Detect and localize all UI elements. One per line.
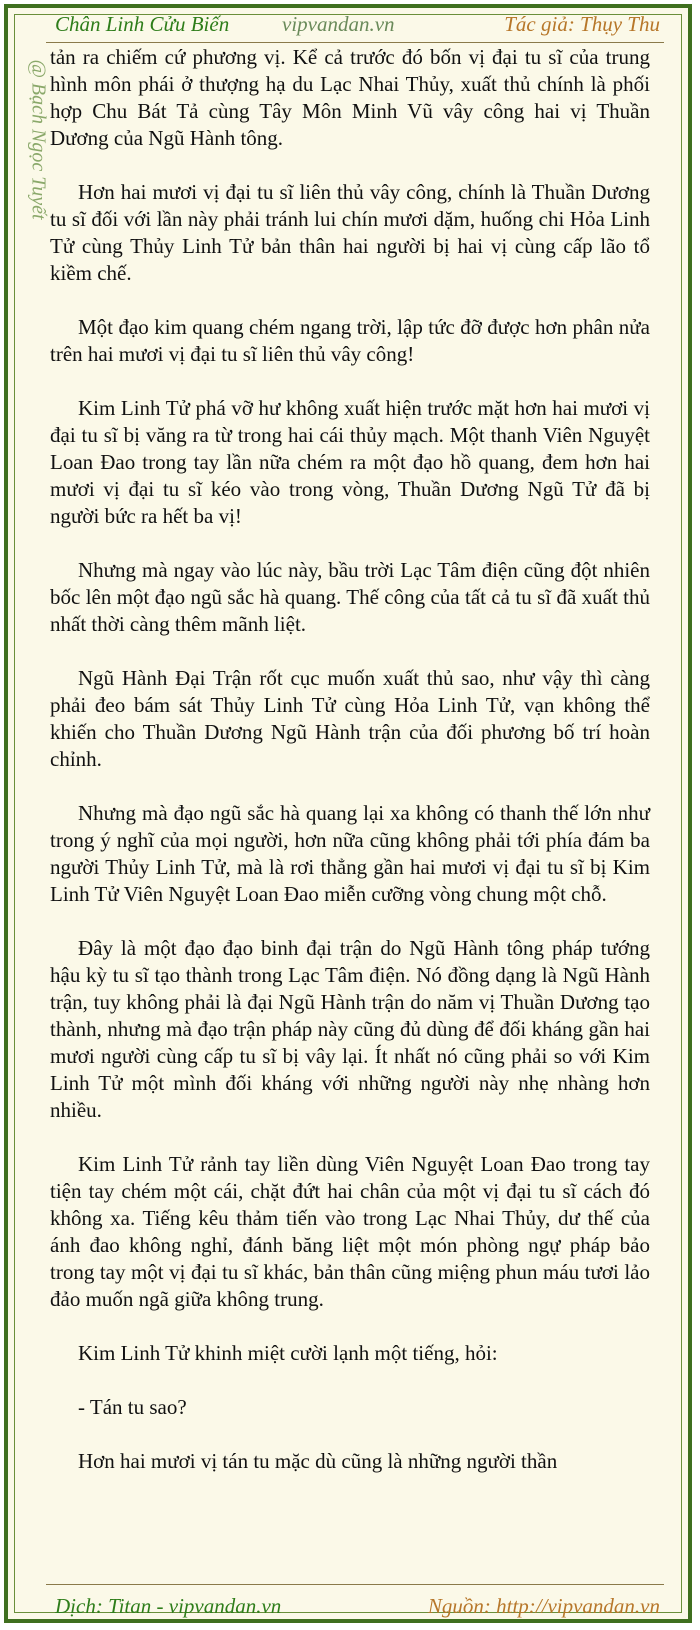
translator-credit: Dịch: Titan - vipvandan.vn <box>55 1594 282 1618</box>
paragraph: Hơn hai mươi vị tán tu mặc dù cũng là những người thần <box>78 1449 558 1473</box>
paragraph: Kim Linh Tử khinh miệt cười lạnh một tiếng, hỏi: <box>78 1341 498 1365</box>
header-divider <box>46 42 664 43</box>
chapter-text <box>50 44 650 1502</box>
paragraph: Kim Linh Tử phá vỡ hư không xuất hiện trước mặt hơn hai mươi vị đại tu sĩ bị văng ra từ trong hai cái thủy mạch. Một thanh Viên Nguyệt Loan Đao trong tay lần nữa chém ra một đạo hồ quang, đem hơn hai mươi vị đại tu sĩ kéo vào trong vòng, Thuần Dương Ngũ Tử đã bị người bức ra hết ba vị! <box>50 396 650 528</box>
paragraph: Nhưng mà ngay vào lúc này, bầu trời Lạc Tâm điện cũng đột nhiên bốc lên một đạo ngũ sắc hà quang. Thế công của tất cả tu sĩ đã xuất thủ nhất thời càng thêm mãnh liệt. <box>50 558 650 636</box>
source-credit: Nguồn: http://vipvandan.vn <box>427 1594 660 1618</box>
footer-divider <box>46 1584 664 1585</box>
header-site: vipvandan.vn <box>282 12 395 36</box>
paragraph: Nhưng mà đạo ngũ sắc hà quang lại xa không có thanh thế lớn như trong ý nghĩ của mọi người, hơn nữa cũng không phải tới phía đám ba người Thủy Linh Tử, mà là rơi thẳng gần hai mươi vị đại tu sĩ bị Kim Linh Tử Viên Nguyệt Loan Đao miễn cưỡng vòng chung một chỗ. <box>50 801 650 906</box>
side-credit-text: @ Bạch Ngọc Tuyết <box>27 59 50 220</box>
paragraph: Kim Linh Tử rảnh tay liền dùng Viên Nguyệt Loan Đao trong tay tiện tay chém một cái, chặt đứt hai chân của một vị đại tu sĩ cách đó không xa. Tiếng kêu thảm tiến vào trong Lạc Nhai Thủy, dư thế của ánh đao không nghỉ, đánh băng liệt một món phòng ngự pháp bảo trong tay một vị đại tu sĩ khác, bản thân cũng miệng phun máu tươi lảo đảo muốn ngã giữa không trung. <box>50 1152 650 1311</box>
paragraph: Ngũ Hành Đại Trận rốt cục muốn xuất thủ sao, như vậy thì càng phải đeo bám sát Thủy Linh Tử cùng Hỏa Linh Tử, vạn không thể khiến cho Thuần Dương Ngũ Hành trận của đối phương bố trí hoàn chỉnh. <box>50 666 650 771</box>
side-credit <box>20 59 50 260</box>
paragraph: Hơn hai mươi vị đại tu sĩ liên thủ vây công, chính là Thuần Dương tu sĩ đối với lần này phải tránh lui chín mươi dặm, huống chi Hỏa Linh Tử cùng Thủy Linh Tử bản thân hai người bị hai vị cùng cấp lão tổ kiềm chế. <box>50 180 650 285</box>
paragraph: tản ra chiếm cứ phương vị. Kể cả trước đó bốn vị đại tu sĩ của trung hình môn phái ở thượng hạ du Lạc Nhai Thủy, xuất thủ chính là phối hợp Chu Bát Tả cùng Tây Môn Minh Vũ vây công hai vị Thuần Dương của Ngũ Hành tông. <box>50 45 650 150</box>
author-credit: Tác giả: Thụy Thu <box>504 12 660 36</box>
book-title: Chân Linh Cửu Biến <box>55 12 230 36</box>
page-footer <box>50 1588 660 1620</box>
paragraph: Đây là một đạo đạo binh đại trận do Ngũ Hành tông pháp tướng hậu kỳ tu sĩ tạo thành trong Lạc Tâm điện. Nó đồng dạng là Ngũ Hành trận, tuy không phải là đại Ngũ Hành trận do năm vị Thuần Dương tạo thành, nhưng mà đạo trận pháp này cũng đủ dùng để đối kháng gần hai mươi người cùng cấp tu sĩ bị vây lại. Ít nhất nó cũng phải so với Kim Linh Tử một mình đối kháng với những người này nhẹ nhàng hơn nhiều. <box>50 936 650 1122</box>
paragraph: Một đạo kim quang chém ngang trời, lập tức đỡ được hơn phân nửa trên hai mươi vị đại tu sĩ liên thủ vây công! <box>50 315 650 366</box>
dialogue-line: - Tán tu sao? <box>78 1395 187 1419</box>
page-header <box>50 8 660 42</box>
